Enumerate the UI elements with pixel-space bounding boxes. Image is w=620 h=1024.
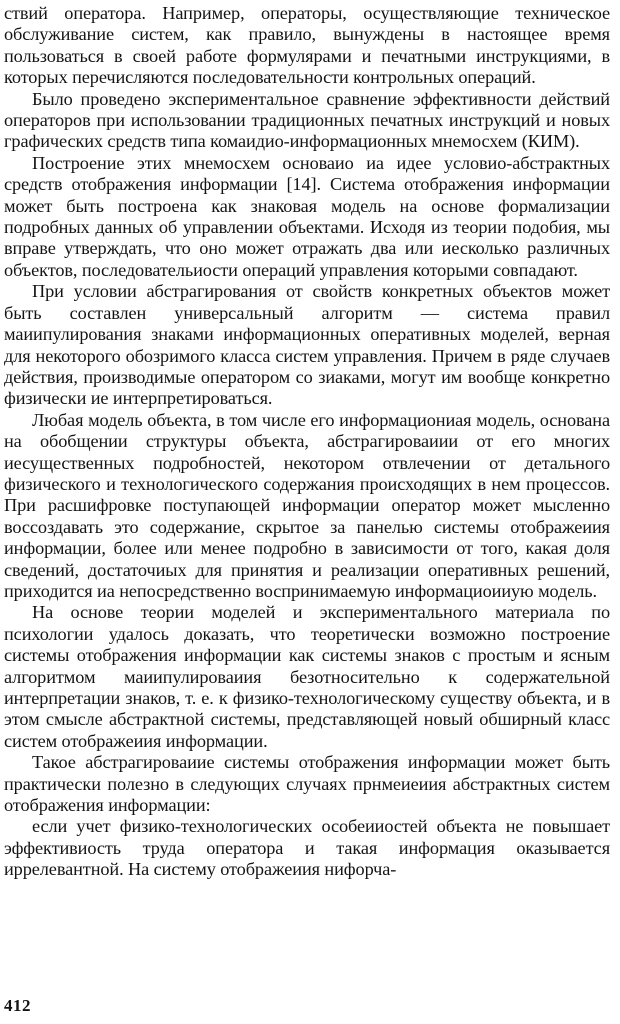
paragraph-4: При условии абстрагирования от свойств конкретных объектов может быть составлен универсальный алгоритм — система правил маиипулирования знаками информационных оперативных моделей, верная для некоторого обозримого класса систем управления. Причем в ряде случаев действия, производимые оператором со зиаками, могут им вообще конкретно физически ие интерпретироваться. bbox=[4, 281, 610, 409]
paragraph-2: Было проведено экспериментальное сравнение эффективности действий операторов при использовании традиционных печатных инструкций и новых графических средств типа комаидио-информационных мнемосхем (КИМ). bbox=[4, 88, 610, 152]
page-text bbox=[4, 3, 610, 881]
paragraph-6: На основе теории моделей и экспериментального материала по психологии удалось доказать, что теоретически возможно построение системы отображения информации как системы знаков с простым и ясным алгоритмом маиипулироваиия безотносительно к содержательной интерпретации знаков, т. е. к физико-технологическому существу объекта, и в этом смысле абстрактной системы, представляющей новый обширный класс систем отображеиия информации. bbox=[4, 602, 610, 751]
paragraph-3: Построение этих мнемосхем основаио иа идее условио-абстрактных средств отображения информации [14]. Система отображения информации может быть построена как знаковая модель на основе формализации подробных данных об управлении объектами. Исходя из теории подобия, мы вправе утверждать, что оно может отражать два или иесколько различных объектов, последовательиости операций управления которыми совпадают. bbox=[4, 152, 610, 280]
paragraph-8: если учет физико-технологических особеииостей объекта не повышает эффективиость труда оператора и такая информация оказывается иррелевантной. На систему отображеиия нифорча- bbox=[4, 816, 610, 880]
paragraph-7: Такое абстрагироваиие системы отображения информации может быть практически полезно в следующих случаях прнмеиеиия абстрактных систем отображения информации: bbox=[4, 752, 610, 816]
page-number: 412 bbox=[4, 996, 31, 1015]
paragraph-1: ствий оператора. Например, операторы, осуществляющие техническое обслуживание систем, как правило, вынуждены в настоящее время пользоваться в своей работе формулярами и печатными инструкциями, в которых перечисляются последовательности контрольных операций. bbox=[4, 3, 610, 88]
paragraph-5: Любая модель объекта, в том числе его информациониая модель, основана на обобщении структуры объекта, абстрагироваиии от его многих иесущественных подробностей, некотором отвлечении от детального физического и технологического содержания происходящих в нем процессов. При расшифровке поступающей информации оператор может мысленно воссоздавать это содержание, скрытое за панелью системы отображеиия информации, более или менее подробно в зависимости от того, какая доля сведений, достаточиых для принятия и реализации оперативных решений, приходится иа непосредственно воспринимаемую информациоииую модель. bbox=[4, 409, 610, 601]
